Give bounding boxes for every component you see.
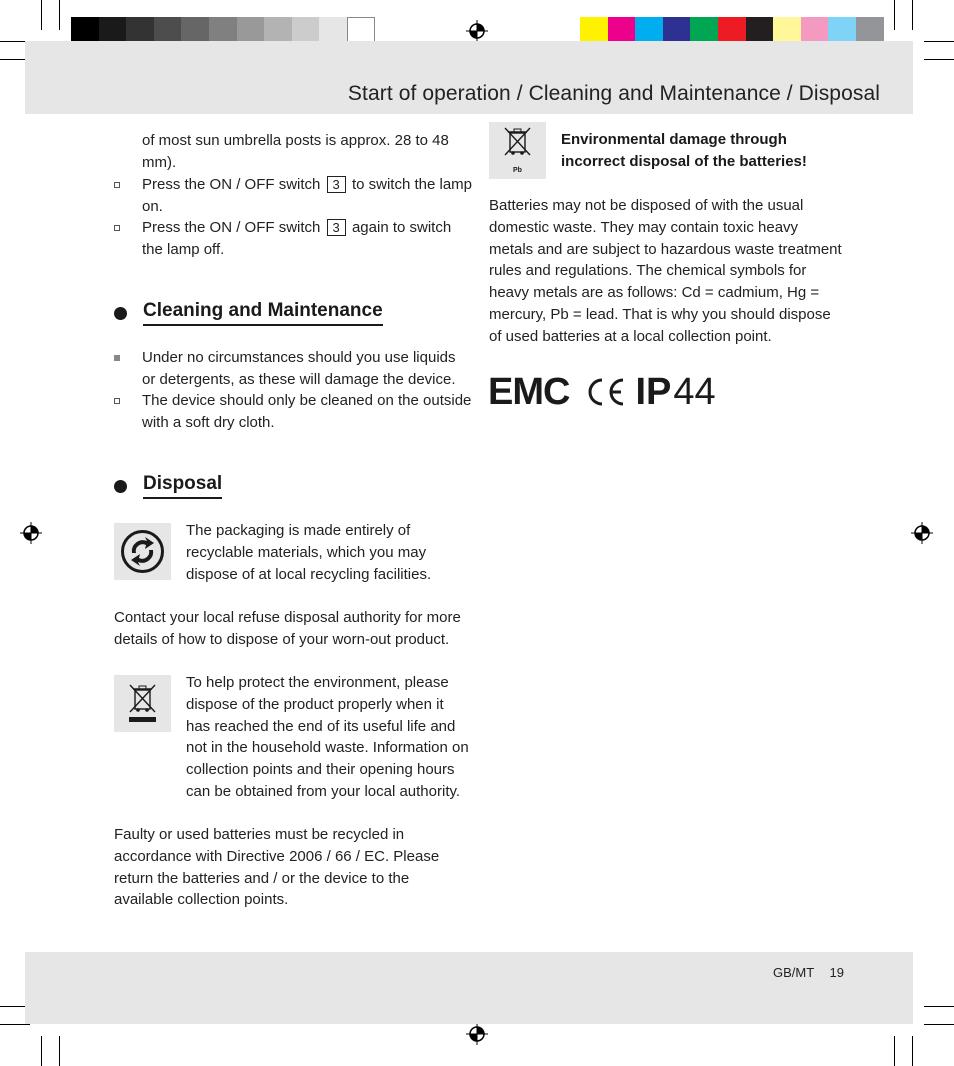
crossed-out-bin-pb-icon xyxy=(489,122,546,179)
crossed-out-bin-icon xyxy=(114,675,171,732)
ce-mark-icon xyxy=(583,372,627,412)
section-title: Cleaning and Maintenance xyxy=(143,300,383,326)
recycle-icon-box xyxy=(114,523,171,580)
packaging-text: The packaging is made entirely of recyclable materials, which you may dispose of at local recycling facilities. xyxy=(186,522,432,583)
registration-mark-right-icon xyxy=(911,522,933,544)
footer-locale: GB/MT xyxy=(772,965,814,980)
step-text-before: Press the ON / OFF switch xyxy=(142,219,321,236)
bullet-square-filled-icon xyxy=(114,355,120,361)
environment-text: To help protect the environment, please dispose of the product properly when it has reached the end of its useful life and not in the household waste. Information on collection points and their opening hours can be obtained from your local authority. xyxy=(186,674,469,800)
contact-text: Contact your local refuse disposal authority for more details of how to dispose of your worn-out product. xyxy=(114,609,461,648)
battery-icon-label: Pb xyxy=(513,167,522,174)
registration-mark-left-icon xyxy=(20,522,42,544)
registration-mark-top-icon xyxy=(466,20,488,42)
bullet-square-icon xyxy=(114,398,120,404)
disposal-section-heading xyxy=(114,473,222,499)
step-item xyxy=(114,217,466,261)
weee-icon-box xyxy=(114,675,171,732)
section-bullet-dot-icon xyxy=(114,480,127,493)
step-text-before: Press the ON / OFF switch xyxy=(142,176,321,193)
bullet-square-icon xyxy=(114,225,120,231)
reference-number-box: 3 xyxy=(327,176,346,193)
page-number: 19 xyxy=(829,965,844,980)
battery-weee-icon-box xyxy=(489,122,546,179)
cleaning-item: The device should only be cleaned on the outside with a soft dry cloth. xyxy=(114,390,466,434)
bullet-square-icon xyxy=(114,182,120,188)
footer-band xyxy=(25,952,913,1024)
footer xyxy=(773,965,844,980)
compliance-marks xyxy=(488,370,716,414)
step-text-after: again to switch the lamp off. xyxy=(142,219,452,258)
step-text-after: to switch the lamp on. xyxy=(142,176,473,215)
section-title: Disposal xyxy=(143,473,222,499)
ip-rating: 44 xyxy=(673,370,716,413)
registration-mark-bottom-icon xyxy=(466,1023,488,1045)
continuation-text: of most sun umbrella posts is approx. 28 to 48 mm). xyxy=(142,132,449,171)
step-item xyxy=(114,174,473,218)
green-dot-recycle-icon xyxy=(114,523,171,580)
cleaning-section-heading xyxy=(114,300,383,326)
ip-prefix: IP xyxy=(635,370,672,413)
emc-mark: EMC xyxy=(488,370,570,413)
battery-warning-heading: Environmental damage through incorrect disposal of the batteries! xyxy=(561,131,807,170)
reference-number-box: 3 xyxy=(327,219,346,236)
cleaning-item: Under no circumstances should you use liquids or detergents, as these will damage the device. xyxy=(114,347,466,391)
section-bullet-dot-icon xyxy=(114,307,127,320)
batteries-directive-text: Faulty or used batteries must be recycled in accordance with Directive 2006 / 66 / EC. Please return the batteries and / or the device to the available collection points. xyxy=(114,826,440,909)
page-title: Start of operation / Cleaning and Maintenance / Disposal xyxy=(347,82,880,105)
battery-text: Batteries may not be disposed of with the usual domestic waste. They may contain toxic heavy metals and are subject to hazardous waste treatment rules and regulations. The chemical symbols for heavy metals are as follows: Cd = cadmium, Hg = mercury, Pb = lead. That is why you should dispose of used batteries at a local collection point. xyxy=(489,197,842,345)
